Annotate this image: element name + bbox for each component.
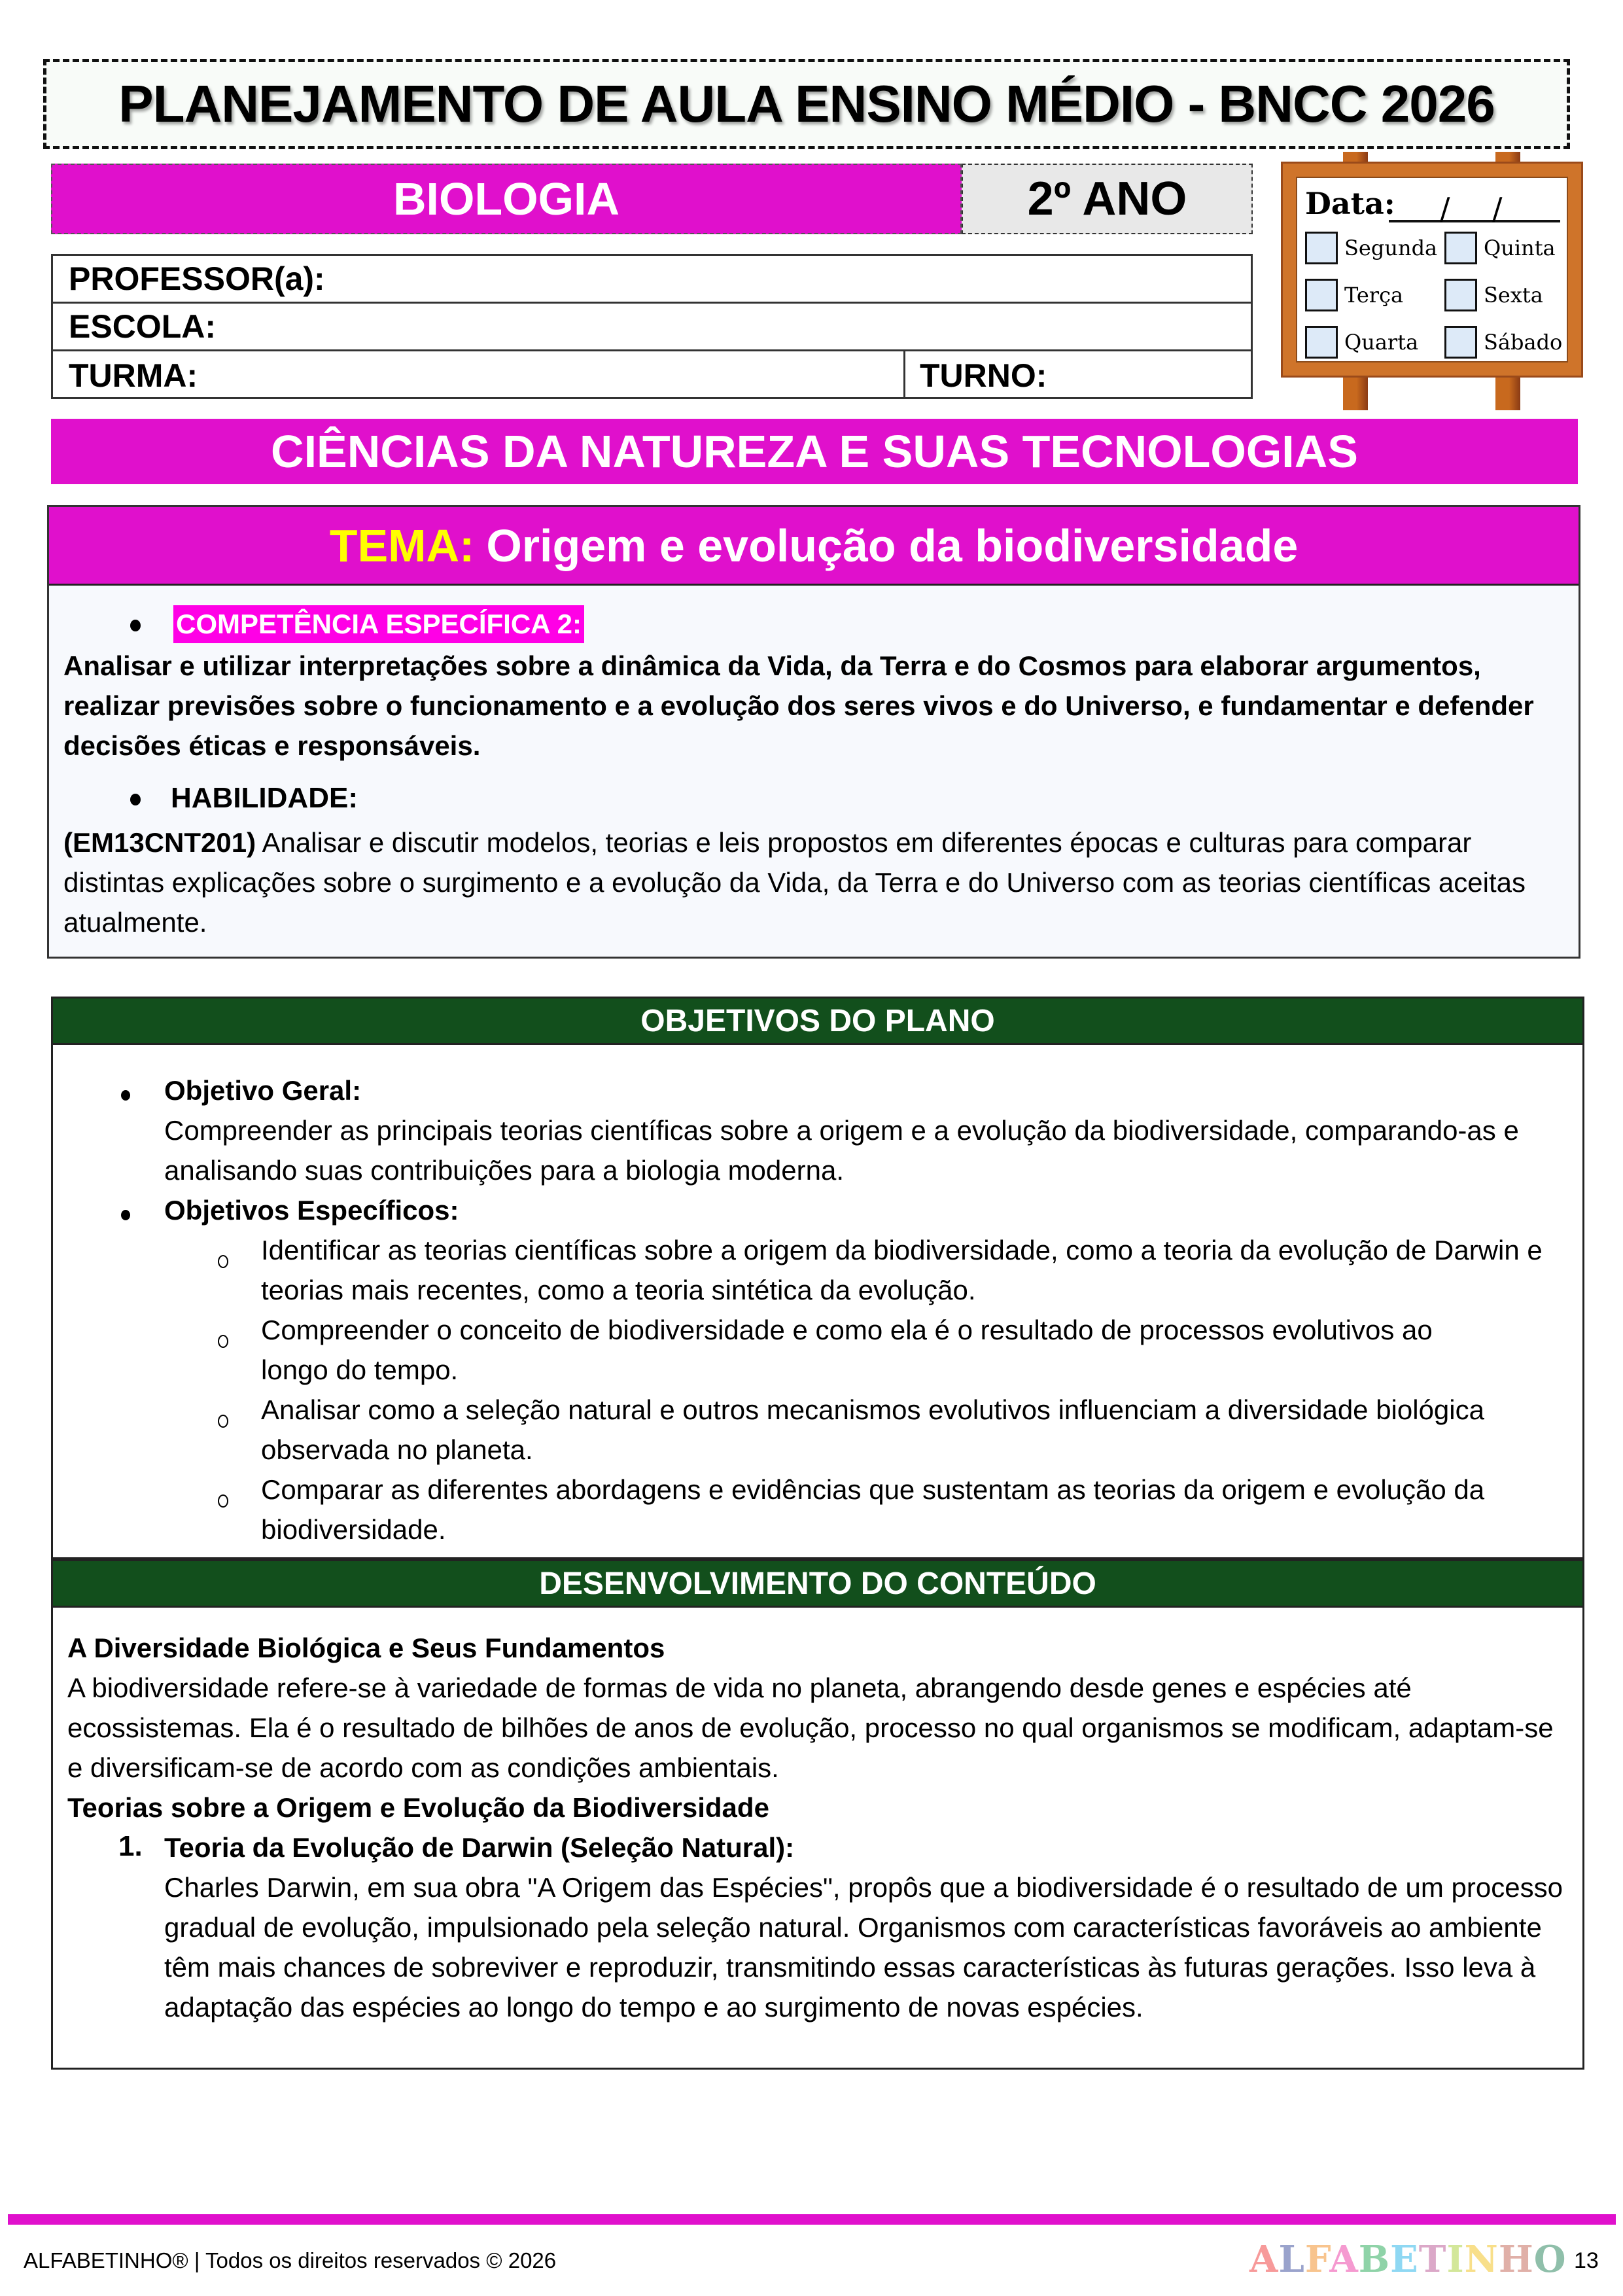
objetivo-especifico-item: Compreender o conceito de biodiversidade e como ela é o resultado de processos evolutivos ao longo do tempo. <box>261 1315 1433 1385</box>
footer-copyright: ALFABETINHO® | Todos os direitos reservados © 2026 <box>24 2248 557 2272</box>
tema-section <box>47 505 1580 959</box>
logo-letter: N <box>1464 2238 1499 2281</box>
desenvolvimento-section <box>51 1559 1584 2070</box>
tema-header <box>49 507 1579 586</box>
logo-letter: I <box>1446 2238 1465 2281</box>
board-leg-left <box>1343 374 1368 410</box>
subject-banner <box>51 164 962 234</box>
year-banner <box>962 164 1253 234</box>
objetivos-header <box>53 997 1582 1045</box>
list-number: 1. <box>118 1830 143 1862</box>
objetivos-especificos-label: Objetivos Específicos: <box>164 1195 459 1226</box>
sub-bullet-icon <box>218 1255 228 1268</box>
objetivo-geral-text: Compreender as principais teorias científicas sobre a origem e a evolução da biodiversidade, comparando-as e analisando suas contribuições para a biologia moderna. <box>164 1115 1519 1186</box>
checkbox-icon[interactable] <box>1444 279 1477 311</box>
year-label: 2º ANO <box>1027 173 1187 225</box>
page-title-box <box>43 59 1570 149</box>
tema-key: TEMA: <box>329 520 475 571</box>
bullet-icon <box>130 794 141 805</box>
darwin-theory-title: Teoria da Evolução de Darwin (Seleção Natural): <box>164 1832 795 1863</box>
day-checkbox-quarta[interactable] <box>1305 326 1418 359</box>
footer-divider <box>8 2214 1616 2225</box>
day-label: Quarta <box>1344 330 1419 355</box>
objetivos-title: OBJETIVOS DO PLANO <box>640 1003 995 1038</box>
objetivo-geral-label: Objetivo Geral: <box>164 1075 362 1106</box>
logo-letter: H <box>1498 2238 1534 2281</box>
desenvolvimento-heading-2: Teorias sobre a Origem e Evolução da Biodiversidade <box>67 1792 769 1823</box>
objetivo-especifico-item: Analisar como a seleção natural e outros mecanismos evolutivos influenciam a diversidade biológica observada no planeta. <box>261 1394 1484 1465</box>
checkbox-icon[interactable] <box>1305 279 1338 311</box>
day-label: Sábado <box>1484 330 1563 355</box>
day-checkbox-terca[interactable] <box>1305 279 1403 311</box>
checkbox-icon[interactable] <box>1305 232 1338 264</box>
logo-letter: A <box>1249 2238 1279 2281</box>
escola-label: ESCOLA: <box>69 308 216 345</box>
logo-letter: A <box>1329 2238 1359 2281</box>
turma-label: TURMA: <box>69 357 198 394</box>
bullet-icon <box>121 1210 130 1220</box>
sub-bullet-icon <box>218 1415 228 1428</box>
date-label: Data: <box>1305 186 1395 221</box>
date-field[interactable] <box>1389 220 1560 222</box>
escola-row[interactable] <box>53 304 1251 351</box>
checkbox-icon[interactable] <box>1444 232 1477 264</box>
darwin-theory-text: Charles Darwin, em sua obra "A Origem das Espécies", propôs que a biodiversidade é o resultado de um processo gradual de evolução, impulsionado pela seleção natural. Organismos com características favoráveis ao ambiente têm mais chances de sobreviver e reproduzir, transmitindo essas características às futuras gerações. Isso leva à adaptação das espécies ao longo do tempo e ao surgimento de novas espécies. <box>164 1872 1563 2022</box>
page-title: PLANEJAMENTO DE AULA ENSINO MÉDIO - BNCC 2026 <box>118 75 1495 133</box>
turma-row[interactable] <box>53 351 1251 399</box>
tema-value: Origem e evolução da biodiversidade <box>486 520 1299 571</box>
competencia-text: Analisar e utilizar interpretações sobre a dinâmica da Vida, da Terra e do Cosmos para elaborar argumentos, realizar previsões sobre o funcionamento e a evolução dos seres vivos e do Universo, e fundamentar e defender decisões éticas e responsáveis. <box>63 650 1534 761</box>
habilidade-text <box>63 822 1562 942</box>
logo-letter: L <box>1278 2238 1305 2281</box>
logo-letter: O <box>1533 2238 1567 2281</box>
day-checkbox-sexta[interactable] <box>1444 279 1543 311</box>
objetivo-especifico-item: Identificar as teorias científicas sobre a origem da biodiversidade, como a teoria da evolução de Darwin e teorias mais recentes, como a teoria sintética da evolução. <box>261 1235 1543 1305</box>
day-label: Segunda <box>1344 236 1438 260</box>
board-leg-right <box>1495 374 1520 410</box>
subject-label: BIOLOGIA <box>393 173 620 224</box>
desenvolvimento-paragraph-1: A biodiversidade refere-se à variedade de formas de vida no planeta, abrangendo desde genes e espécies até ecossistemas. Ela é o resultado de bilhões de anos de evolução, processo no qual organismos se modificam, adaptam-se e diversificam-se de acordo com as condições ambientais. <box>67 1672 1554 1783</box>
day-label: Quinta <box>1484 236 1556 260</box>
page-number: 13 <box>1574 2248 1599 2273</box>
habilidade-description: Analisar e discutir modelos, teorias e leis propostos em diferentes épocas e culturas para comparar distintas explicações sobre o surgimento e a evolução da Vida, da Terra e do Universo com as teorias científicas aceitas atualmente. <box>63 827 1526 938</box>
bullet-icon <box>130 620 141 631</box>
checkbox-icon[interactable] <box>1305 326 1338 359</box>
day-checkbox-segunda[interactable] <box>1305 232 1437 264</box>
logo-letter: T <box>1418 2238 1447 2281</box>
day-label: Terça <box>1344 283 1404 308</box>
bullet-icon <box>121 1090 130 1101</box>
day-checkbox-quinta[interactable] <box>1444 232 1556 264</box>
desenvolvimento-title: DESENVOLVIMENTO DO CONTEÚDO <box>539 1566 1096 1601</box>
turno-cell[interactable] <box>903 351 1047 399</box>
board-surface <box>1296 177 1568 362</box>
checkbox-icon[interactable] <box>1444 326 1477 359</box>
objetivos-section <box>51 997 1584 1559</box>
day-label: Sexta <box>1484 283 1543 308</box>
professor-label: PROFESSOR(a): <box>69 260 325 297</box>
info-table <box>51 254 1253 399</box>
desenvolvimento-header <box>53 1559 1582 1608</box>
logo-letter: E <box>1390 2238 1419 2281</box>
date-slash: / <box>1440 191 1450 226</box>
date-board <box>1281 152 1583 410</box>
habilidade-label: HABILIDADE: <box>171 782 358 814</box>
logo-letter: B <box>1358 2238 1391 2281</box>
date-slash: / <box>1492 191 1503 226</box>
area-banner <box>51 419 1578 484</box>
objetivo-especifico-item: Comparar as diferentes abordagens e evidências que sustentam as teorias da origem e evolução da biodiversidade. <box>261 1474 1485 1545</box>
sub-bullet-icon <box>218 1494 228 1508</box>
habilidade-code: (EM13CNT201) <box>63 827 256 858</box>
area-label: CIÊNCIAS DA NATUREZA E SUAS TECNOLOGIAS <box>271 426 1358 477</box>
competencia-label: COMPETÊNCIA ESPECÍFICA 2: <box>173 605 584 643</box>
logo-letter: F <box>1304 2238 1330 2281</box>
desenvolvimento-heading-1: A Diversidade Biológica e Seus Fundamentos <box>67 1633 665 1663</box>
professor-row[interactable] <box>53 256 1251 304</box>
board-frame <box>1281 162 1583 378</box>
sub-bullet-icon <box>218 1335 228 1348</box>
turno-label: TURNO: <box>920 357 1047 394</box>
day-checkbox-sabado[interactable] <box>1444 326 1562 359</box>
alfabetinho-logo <box>1249 2238 1567 2281</box>
